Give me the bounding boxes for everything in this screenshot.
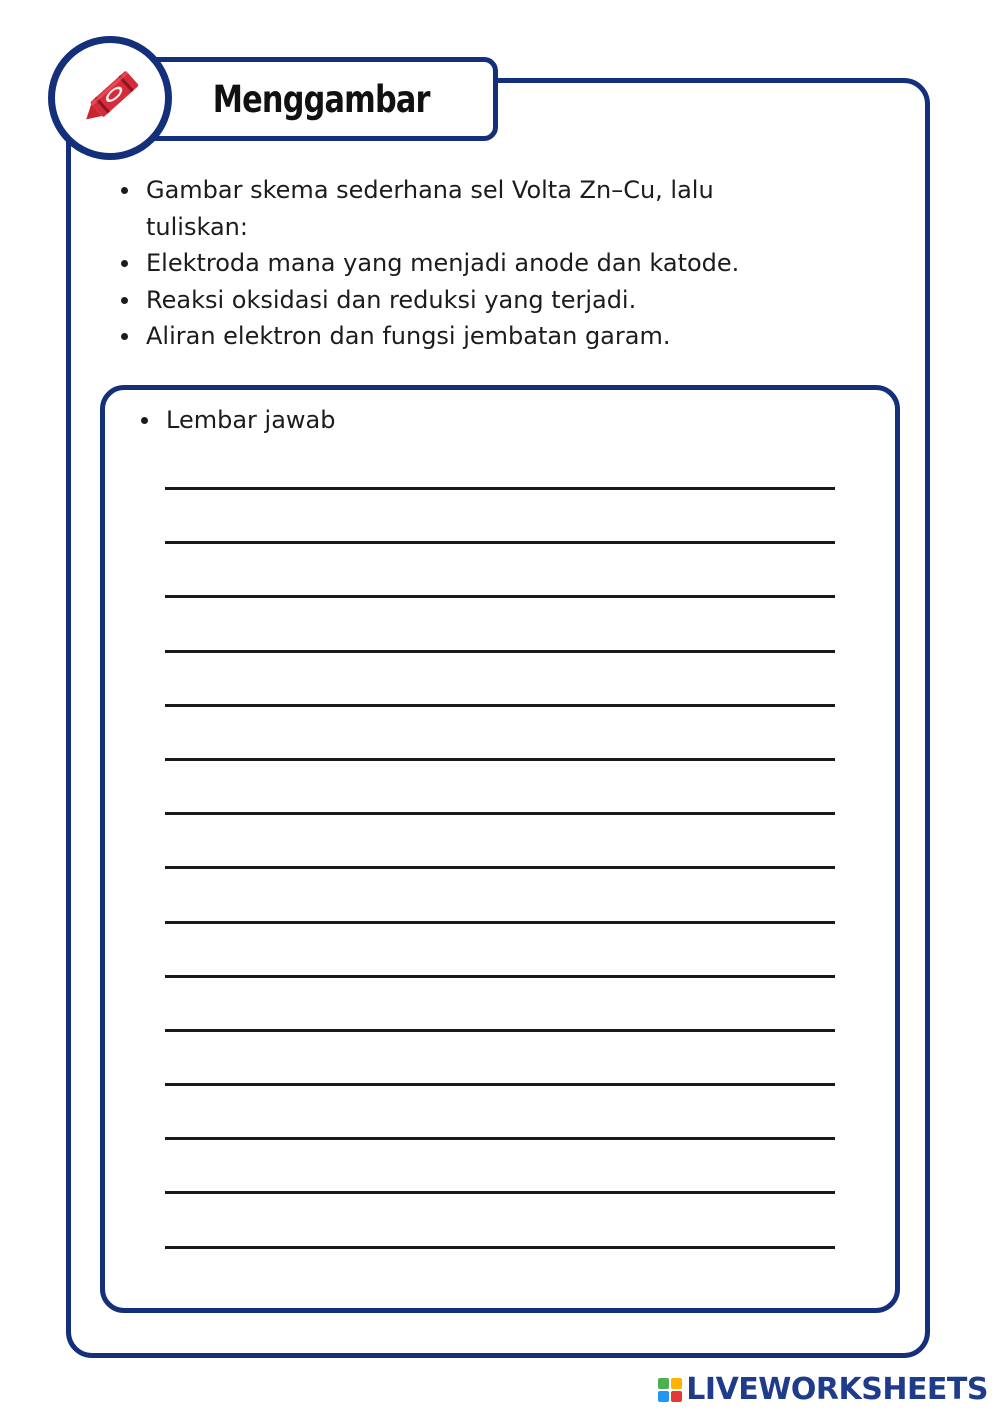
- answer-line[interactable]: [165, 595, 835, 598]
- instruction-item: Elektroda mana yang menjadi anode dan katode.: [116, 245, 756, 282]
- answer-line[interactable]: [165, 1246, 835, 1249]
- answer-line[interactable]: [165, 975, 835, 978]
- title-tab: [132, 57, 498, 141]
- answer-line[interactable]: [165, 812, 835, 815]
- answer-line[interactable]: [165, 650, 835, 653]
- instruction-item: Gambar skema sederhana sel Volta Zn–Cu, lalu tuliskan:: [116, 172, 756, 245]
- brand-logo-square: [671, 1378, 682, 1389]
- instruction-item: Aliran elektron dan fungsi jembatan garam.: [116, 318, 756, 355]
- page-title: Menggambar: [212, 77, 430, 121]
- answer-line[interactable]: [165, 1083, 835, 1086]
- answer-line[interactable]: [165, 866, 835, 869]
- answer-line[interactable]: [165, 487, 835, 490]
- instruction-item: Reaksi oksidasi dan reduksi yang terjadi.: [116, 282, 756, 319]
- answer-line[interactable]: [165, 921, 835, 924]
- brand-logo-square: [658, 1378, 669, 1389]
- answer-lines[interactable]: [165, 487, 835, 1300]
- brand-logo-square: [658, 1391, 669, 1402]
- brand-logo-square: [671, 1391, 682, 1402]
- answer-line[interactable]: [165, 1137, 835, 1140]
- brand-name: LIVEWORKSHEETS: [686, 1372, 988, 1407]
- icon-badge: [48, 36, 172, 160]
- answer-line[interactable]: [165, 704, 835, 707]
- answer-label: Lembar jawab: [136, 402, 335, 438]
- liveworksheets-brand: [658, 1372, 988, 1407]
- crayon-icon: [70, 58, 150, 138]
- answer-line[interactable]: [165, 1191, 835, 1194]
- instruction-list: [116, 172, 756, 355]
- answer-line[interactable]: [165, 758, 835, 761]
- brand-logo-icon: [658, 1378, 682, 1402]
- answer-line[interactable]: [165, 1029, 835, 1032]
- answer-line[interactable]: [165, 541, 835, 544]
